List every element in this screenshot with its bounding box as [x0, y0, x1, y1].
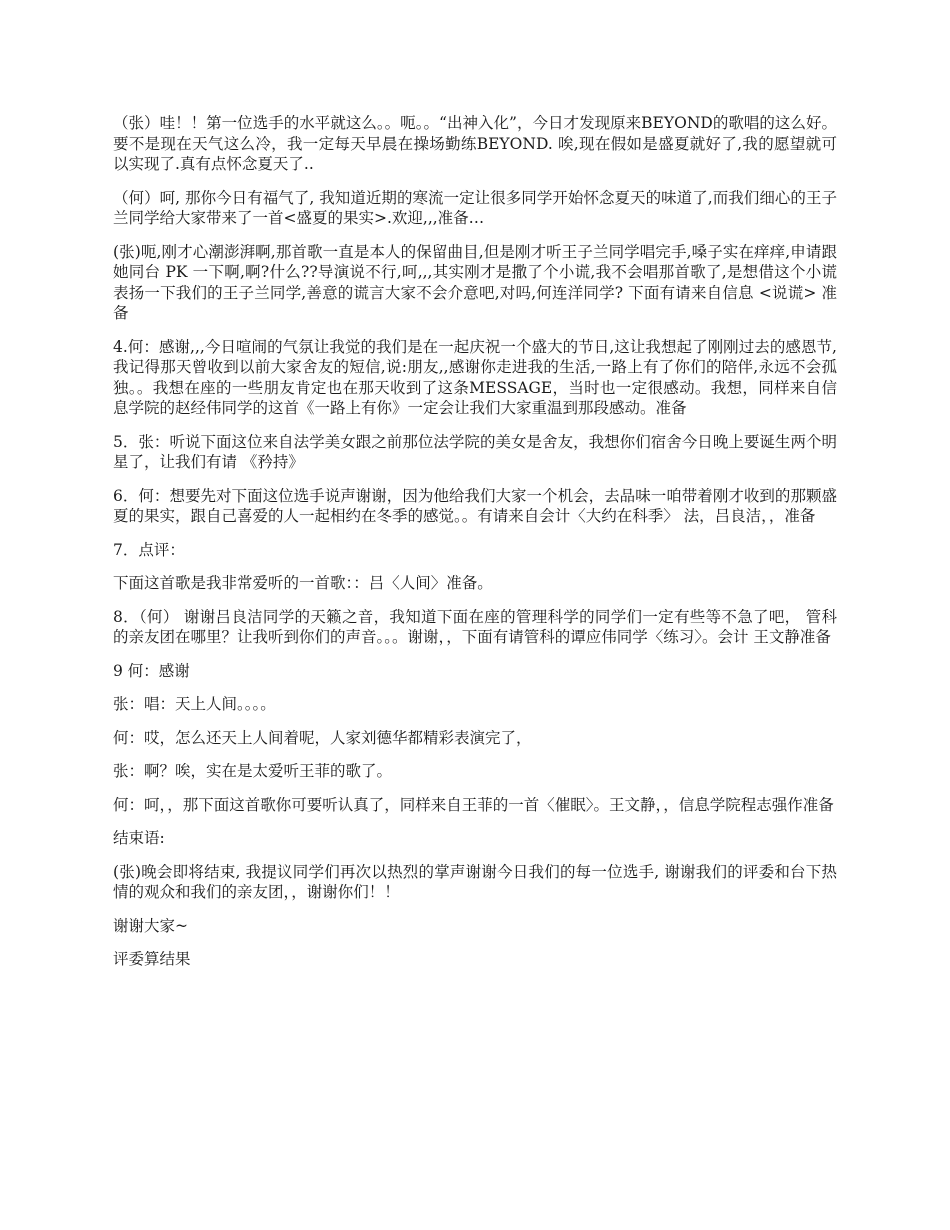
paragraph-thanks-all: 谢谢大家~: [113, 916, 188, 935]
paragraph-8-he: 8．（何） 谢谢吕良洁同学的天籁之音，我知道下面在座的管理科学的同学们一定有些等不急了吧， 管科的亲友团在哪里？让我听到你们的声音。。。谢谢，，下面有请管科的谭应伟同学〈练习〉。会计 王文静准备: [113, 607, 837, 646]
paragraph-he-hypnosis: 何：呵，，那下面这首歌你可要听认真了，同样来自王菲的一首〈催眠〉。王文静，，信息学院程志强作准备: [113, 795, 834, 814]
paragraph-5-zhang: 5．张：听说下面这位来自法学美女跟之前那位法学院的美女是舍友，我想你们宿舍今日晚上要诞生两个明星了，让我们有请 《矜持》: [113, 432, 837, 471]
paragraph-zhang-sing: 张：唱：天上人间。。。。: [113, 695, 276, 713]
paragraph-zhang-lie: (张)呃,刚才心潮澎湃啊,那首歌一直是本人的保留曲目,但是刚才听王子兰同学唱完手,嗓子实在痒痒,申请跟她同台 PK 一下啊,啊?什么??导演说不行,呵,,,其实刚才是撒了个小谎,我不会唱那首歌了,是想借这个小谎表扬一下我们的王子兰同学,善意的谎言大家不会介意吧,对吗,何连洋同学? 下面有请来自信息 <说谎> 准备: [113, 242, 837, 322]
document-page: [113, 113, 837, 983]
paragraph-7-comment: 7．点评：: [113, 540, 185, 559]
paragraph-9-he: 9 何：感谢: [113, 661, 190, 680]
paragraph-closing-heading: 结束语:: [113, 829, 165, 847]
paragraph-he-summer-fruit: （何）呵, 那你今日有福气了, 我知道近期的寒流一定让很多同学开始怀念夏天的味道了,而我们细心的王子兰同学给大家带来了一首<盛夏的果实>.欢迎,,,准备…: [113, 188, 837, 227]
paragraph-zhang-opening: （张）哇！！第一位选手的水平就这么。。呃。。“出神入化”，今日才发现原来BEYOND的歌唱的这么好。要不是现在天气这么冷，我一定每天早晨在操场勤练BEYOND. 唉,现在假如是盛夏就好了,我的愿望就可以实现了.真有点怀念夏天了..: [113, 114, 837, 173]
paragraph-zhang-closing: (张)晚会即将结束, 我提议同学们再次以热烈的掌声谢谢今日我们的每一位选手, 谢谢我们的评委和台下热情的观众和我们的亲友团，，谢谢你们！！: [113, 862, 837, 901]
paragraph-judges-result: 评委算结果: [113, 950, 191, 968]
paragraph-zhang-faye: 张：啊？唉，实在是太爱听王菲的歌了。: [113, 762, 393, 780]
paragraph-6-he: 6．何：想要先对下面这位选手说声谢谢，因为他给我们大家一个机会，去品味一咱带着刚才收到的那颗盛夏的果实，跟自己喜爱的人一起相约在冬季的感觉。。有请来自会计〈大约在科季〉 法，吕良洁，，准备: [113, 486, 837, 525]
paragraph-4-he-thanks: 4.何：感谢,,,今日喧闹的气氛让我觉的我们是在一起庆祝一个盛大的节日,这让我想起了刚刚过去的感恩节,我记得那天曾收到以前大家舍友的短信,说:朋友,,感谢你走进我的生活,一路上有了你们的陪伴,永远不会孤独。。我想在座的一些朋友肯定也在那天收到了这条MESSAGE，当时也一定很感动。我想，同样来自信息学院的赵经伟同学的这首《一路上有你》一定会让我们大家重温到那段感动。准备: [113, 337, 837, 417]
paragraph-he-andy: 何：哎，怎么还天上人间着呢，人家刘德华都精彩表演完了，: [113, 728, 532, 747]
paragraph-next-song: 下面这首歌是我非常爱听的一首歌：：吕〈人间〉准备。: [113, 574, 493, 592]
